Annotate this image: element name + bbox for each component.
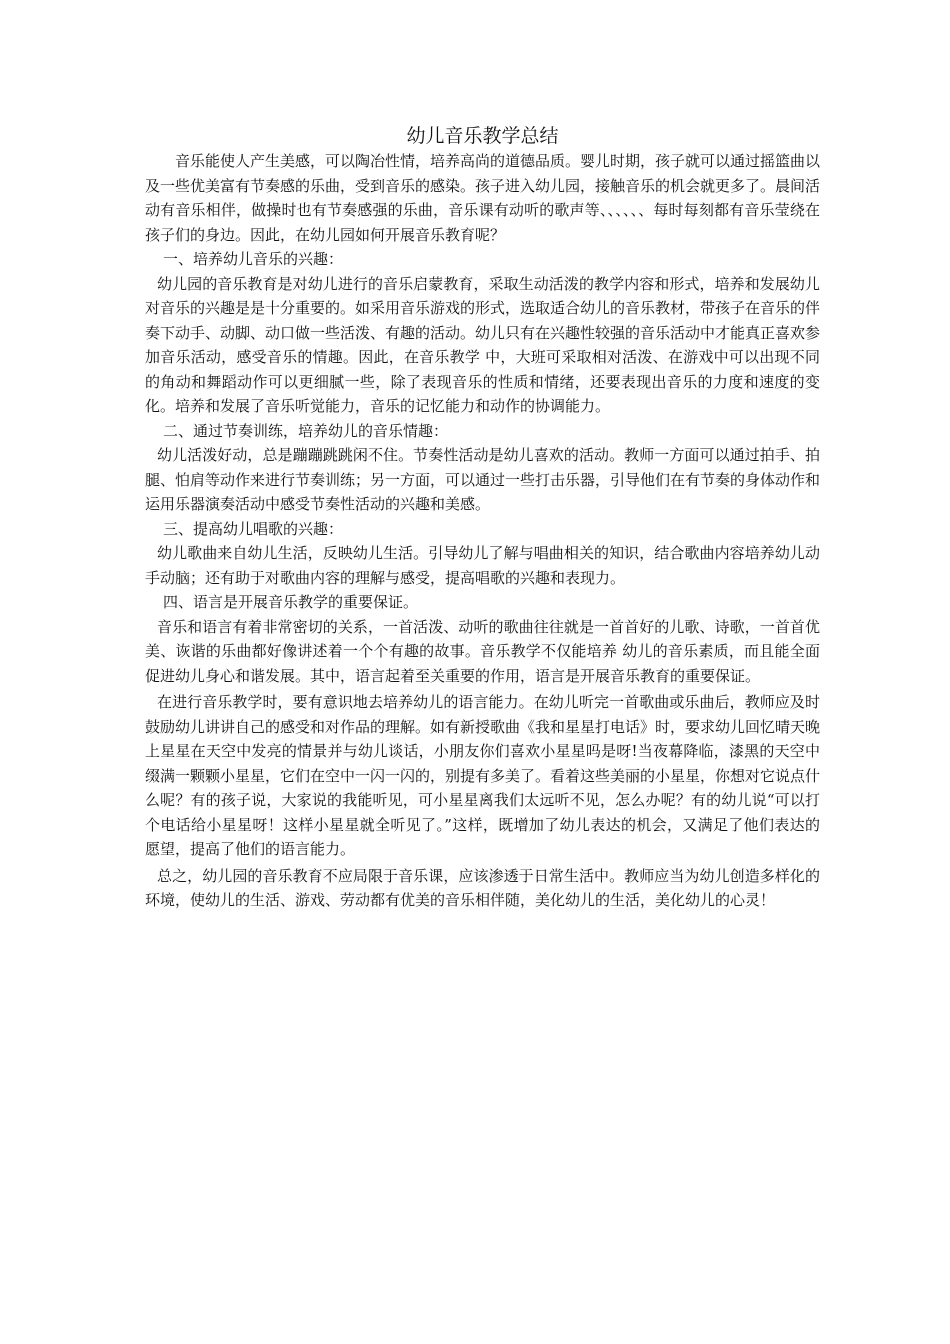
interest-paragraph: 幼儿园的音乐教育是对幼儿进行的音乐启蒙教育，采取生动活泼的教学内容和形式，培养和发展幼儿对音乐的兴趣是是十分重要的。如采用音乐游戏的形式，选取适合幼儿的音乐教材，带孩子在音乐的伴奏下动手、动脚、动口做一些活泼、有趣的活动。幼儿只有在兴趣性较强的音乐活动中才能真正喜欢参加音乐活动，感受音乐的情趣。因此，在音乐教学 中，大班可采取相对活泼、在游戏中可以出现不同的角动和舞蹈动作可以更细腻一些，除了表现音乐的性质和情绪，还要表现出音乐的力度和速度的变化。培养和发展了音乐听觉能力，音乐的记忆能力和动作的协调能力。 — [145, 274, 821, 415]
teaching-example-paragraph: 在进行音乐教学时，要有意识地去培养幼儿的语言能力。在幼儿听完一首歌曲或乐曲后，教师应及时鼓励幼儿讲讲自己的感受和对作品的理解。如有新授歌曲《我和星星打电话》时，要求幼儿回忆晴天晚上星星在天空中发亮的情景并与幼儿谈话，小朋友你们喜欢小星星吗是呀!当夜幕降临，漆黑的天空中缀满一颗颗小星星，它们在空中一闪一闪的，别提有多美了。看着这些美丽的小星星，你想对它说点什么呢？有的孩子说，大家说的我能听见，可小星星离我们太远听不见，怎么办呢？有的幼儿说“可以打个电话给小星星呀！这样小星星就全听见了。”这样，既增加了幼儿表达的机会，又满足了他们表达的愿望，提高了他们的语言能力。 — [145, 693, 821, 858]
language-paragraph: 音乐和语言有着非常密切的关系，一首活泼、动听的歌曲往往就是一首首好的儿歌、诗歌，一首首优美、诙谐的乐曲都好像讲述着一个个有趣的故事。音乐教学不仅能培养 幼儿的音乐素质，而且能全面促进幼儿身心和谐发展。其中，语言起着至关重要的作用，语言是开展音乐教育的重要保证。 — [145, 617, 820, 685]
rhythm-paragraph: 幼儿活泼好动，总是蹦蹦跳跳闲不住。节奏性活动是幼儿喜欢的活动。教师一方面可以通过拍手、拍腿、怕肩等动作来进行节奏训练；另一方面，可以通过一些打击乐器，引导他们在有节奏的身体动作和运用乐器演奏活动中感受节奏性活动的兴趣和美感。 — [145, 446, 821, 513]
section-heading-rhythm: 二、通过节奏训练，培养幼儿的音乐情趣： — [163, 421, 449, 440]
document-title: 幼儿音乐教学总结 — [406, 125, 559, 147]
section-heading-singing: 三、提高幼儿唱歌的兴趣： — [163, 519, 344, 538]
singing-paragraph: 幼儿歌曲来自幼儿生活，反映幼儿生活。引导幼儿了解与唱曲相关的知识，结合歌曲内容培养幼儿动手动脑；还有助于对歌曲内容的理解与感受，提高唱歌的兴趣和表现力。 — [145, 544, 820, 587]
conclusion-paragraph: 总之，幼儿园的音乐教育不应局限于音乐课，应该渗透于日常生活中。教师应当为幼儿创造多样化的环境，使幼儿的生活、游戏、劳动都有优美的音乐相伴随，美化幼儿的生活，美化幼儿的心灵！ — [145, 866, 820, 909]
document-content — [145, 123, 820, 913]
intro-paragraph: 音乐能使人产生美感，可以陶冶性情，培养高尚的道德品质。婴儿时期，孩子就可以通过摇篮曲以及一些优美富有节奏感的乐曲，受到音乐的感染。孩子进入幼儿园，接触音乐的机会就更多了。晨间活动有音乐相伴，做操时也有节奏感强的乐曲，音乐课有动听的歌声等、、、、、、每时每刻都有音乐莹绕在孩子们的身边。因此，在幼儿园如何开展音乐教育呢？ — [145, 152, 821, 244]
section-heading-interest: 一、培养幼儿音乐的兴趣： — [163, 250, 344, 268]
section-heading-language: 四、语言是开展音乐教学的重要保证。 — [163, 593, 419, 611]
